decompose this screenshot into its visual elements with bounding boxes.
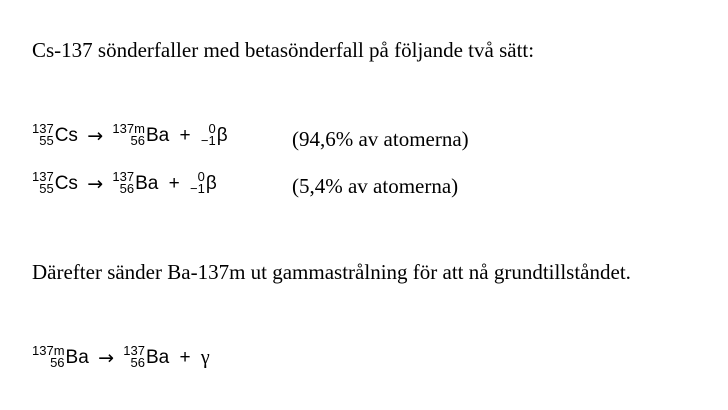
particle-symbol: β	[216, 125, 228, 146]
decay-share-2: (5,4% av atomerna)	[292, 174, 459, 198]
atomic-number: 56	[130, 133, 145, 148]
atomic-number: 56	[130, 355, 145, 370]
mass-number: 0	[208, 121, 216, 136]
mass-number: 137m	[112, 121, 145, 136]
decay-share-1: (94,6% av atomerna)	[292, 127, 469, 151]
mass-number: 137m	[32, 343, 65, 358]
parent-nuclide	[32, 169, 78, 196]
arrow: →	[87, 173, 104, 195]
mass-number: 137	[32, 169, 54, 184]
element-symbol: Ba	[65, 347, 89, 368]
atomic-number: 56	[50, 355, 65, 370]
element-symbol: Cs	[54, 173, 78, 194]
atomic-number: −1	[190, 181, 205, 196]
element-symbol: Cs	[54, 125, 78, 146]
plus-sign: +	[168, 173, 180, 194]
element-symbol: Ba	[145, 125, 170, 146]
parent-nuclide	[32, 121, 78, 148]
element-symbol: Ba	[135, 173, 159, 194]
intro-text: Cs-137 sönderfaller med betasönderfall på följande två sätt:	[32, 38, 535, 62]
daughter-nuclide	[112, 169, 159, 196]
mass-number: 137	[112, 169, 135, 184]
gamma-symbol: γ	[200, 346, 210, 369]
daughter-nuclide	[112, 121, 170, 148]
gamma-equation	[32, 343, 210, 370]
followup-text: Därefter sänder Ba-137m ut gammastrålning för att nå grundtillståndet.	[32, 260, 631, 284]
arrow: →	[87, 125, 104, 147]
beta-particle	[190, 169, 217, 196]
decay-equation-2	[32, 169, 217, 196]
mass-number: 137	[123, 343, 145, 358]
mass-number: 137	[32, 121, 54, 136]
atomic-number: 55	[39, 133, 54, 148]
plus-sign: +	[179, 125, 191, 146]
plus-sign: +	[179, 347, 191, 368]
arrow: →	[98, 347, 114, 369]
atomic-number: 56	[119, 181, 135, 196]
decay-equation-1	[32, 121, 228, 148]
daughter-nuclide	[123, 343, 170, 370]
element-symbol: Ba	[145, 347, 170, 368]
parent-nuclide	[32, 343, 89, 370]
atomic-number: −1	[200, 133, 216, 148]
atomic-number: 55	[39, 181, 54, 196]
mass-number: 0	[197, 169, 205, 184]
particle-symbol: β	[205, 173, 217, 194]
beta-particle	[200, 121, 228, 148]
